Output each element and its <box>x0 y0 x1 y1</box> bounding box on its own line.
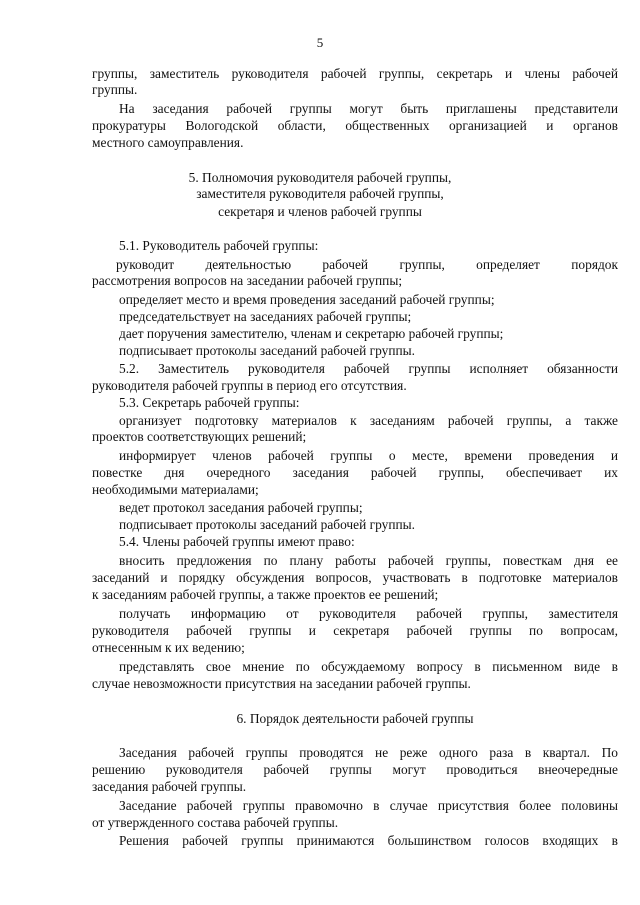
section-5-title: 5. Полномочия руководителя рабочей группы, <box>188 170 452 185</box>
section-5-title: заместителя руководителя рабочей группы, <box>196 186 444 201</box>
clause-line: подписывает протоколы заседаний рабочей группы. <box>119 517 415 532</box>
clause-line: организует подготовку материалов к заседаниям рабочей группы, а также <box>119 413 618 428</box>
intro-paragraph-line: местного самоуправления. <box>92 135 244 150</box>
clause-line: вносить предложения по плану работы рабочей группы, повесткам дня ее <box>119 553 618 568</box>
clause-line: информирует членов рабочей группы о месте, времени проведения и <box>119 448 618 463</box>
clause-line: определяет место и время проведения заседаний рабочей группы; <box>119 292 495 307</box>
intro-paragraph-line: На заседания рабочей группы могут быть приглашены представители <box>119 101 618 116</box>
intro-line: группы, заместитель руководителя рабочей группы, секретарь и члены рабочей <box>92 66 618 81</box>
clause-line: руководителя рабочей группы и секретаря рабочей группы по вопросам, <box>92 623 618 638</box>
clause-line: руководит деятельностью рабочей группы, определяет порядок <box>116 257 618 272</box>
section-6-paragraph-line: решению руководителя рабочей группы могут проводиться внеочередные <box>92 762 618 777</box>
clause-line: дает поручения заместителю, членам и секретарю рабочей группы; <box>119 326 504 341</box>
clause-5-2: руководителя рабочей группы в период его отсутствия. <box>92 378 407 393</box>
clause-line: подписывает протоколы заседаний рабочей группы. <box>119 343 415 358</box>
clause-line: к заседаниям рабочей группы, а также проектов ее решений; <box>92 587 439 602</box>
clause-line: рассмотрения вопросов на заседании рабочей группы; <box>92 273 403 288</box>
clause-line: заседаний и порядку обсуждения вопросов, участвовать в подготовке материалов <box>92 570 618 585</box>
intro-line: группы. <box>92 82 138 97</box>
clause-line: ведет протокол заседания рабочей группы; <box>119 500 363 515</box>
section-6-paragraph-line: заседания рабочей группы. <box>92 779 247 794</box>
clause-line: председательствует на заседаниях рабочей группы; <box>119 309 412 324</box>
section-6-paragraph-line: Заседания рабочей группы проводятся не реже одного раза в квартал. По <box>119 745 618 760</box>
clause-5-4: 5.4. Члены рабочей группы имеют право: <box>119 534 355 549</box>
clause-line: представлять свое мнение по обсуждаемому вопросу в письменном виде в <box>119 659 618 674</box>
clause-line: отнесенным к их ведению; <box>92 640 245 655</box>
section-6-paragraph-line: Решения рабочей группы принимаются большинством голосов входящих в <box>119 833 618 848</box>
clause-5-1: 5.1. Руководитель рабочей группы: <box>119 238 319 253</box>
clause-line: проектов соответствующих решений; <box>92 429 307 444</box>
section-6-title: 6. Порядок деятельности рабочей группы <box>236 711 474 726</box>
clause-line: повестке дня очередного заседания рабочей группы, обеспечивает их <box>92 465 618 480</box>
section-6-paragraph-line: Заседание рабочей группы правомочно в случае присутствия более половины <box>119 798 618 813</box>
page-number: 5 <box>316 35 324 50</box>
section-5-title: секретаря и членов рабочей группы <box>218 204 422 219</box>
intro-paragraph-line: прокуратуры Вологодской области, общественных организацией и органов <box>92 118 618 133</box>
clause-line: случае невозможности присутствия на заседании рабочей группы. <box>92 676 471 691</box>
clause-line: получать информацию от руководителя рабочей группы, заместителя <box>119 606 618 621</box>
clause-5-3: 5.3. Секретарь рабочей группы: <box>119 395 300 410</box>
section-6-paragraph-line: от утвержденного состава рабочей группы. <box>92 815 339 830</box>
clause-5-2: 5.2. Заместитель руководителя рабочей группы исполняет обязанности <box>119 361 618 376</box>
clause-line: необходимыми материалами; <box>92 482 259 497</box>
